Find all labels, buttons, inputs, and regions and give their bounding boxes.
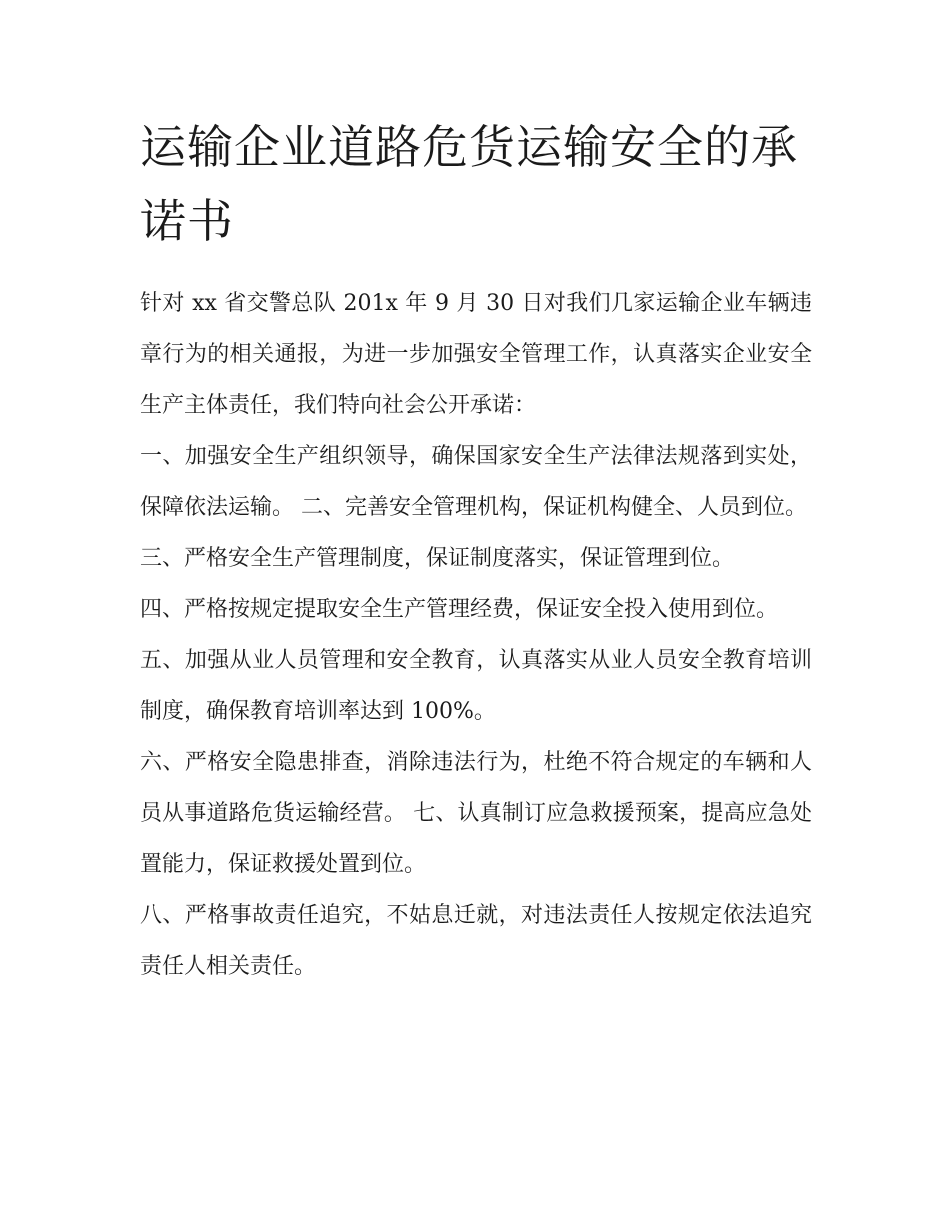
document-page [140,110,812,992]
commitment-8: 八、严格事故责任追究，不姑息迁就，对违法责任人按规定依法追究责任人相关责任。 [140,903,812,979]
commitment-1-2: 一、加强安全生产组织领导，确保国家安全生产法律法规落到实处，保障依法运输。 二、完善安全管理机构，保证机构健全、人员到位。 [140,444,812,520]
commitment-4: 四、严格按规定提取安全生产管理经费，保证安全投入使用到位。 [140,597,779,622]
commitment-5: 五、加强从业人员管理和安全教育，认真落实从业人员安全教育培训制度，确保教育培训率达到 100%。 [140,648,812,724]
intro-paragraph: 针对 xx 省交警总队 201x 年 9 月 30 日对我们几家运输企业车辆违章行为的相关通报，为进一步加强安全管理工作，认真落实企业安全生产主体责任，我们特向社会公开承诺： [140,291,812,418]
commitment-6-7: 六、严格安全隐患排查，消除违法行为，杜绝不符合规定的车辆和人员从事道路危货运输经营。 七、认真制订应急救援预案，提高应急处置能力，保证救援处置到位。 [140,750,812,877]
document-title: 运输企业道路危货运输安全的承诺书 [140,120,798,248]
commitment-3: 三、严格安全生产管理制度，保证制度落实，保证管理到位。 [140,546,735,571]
